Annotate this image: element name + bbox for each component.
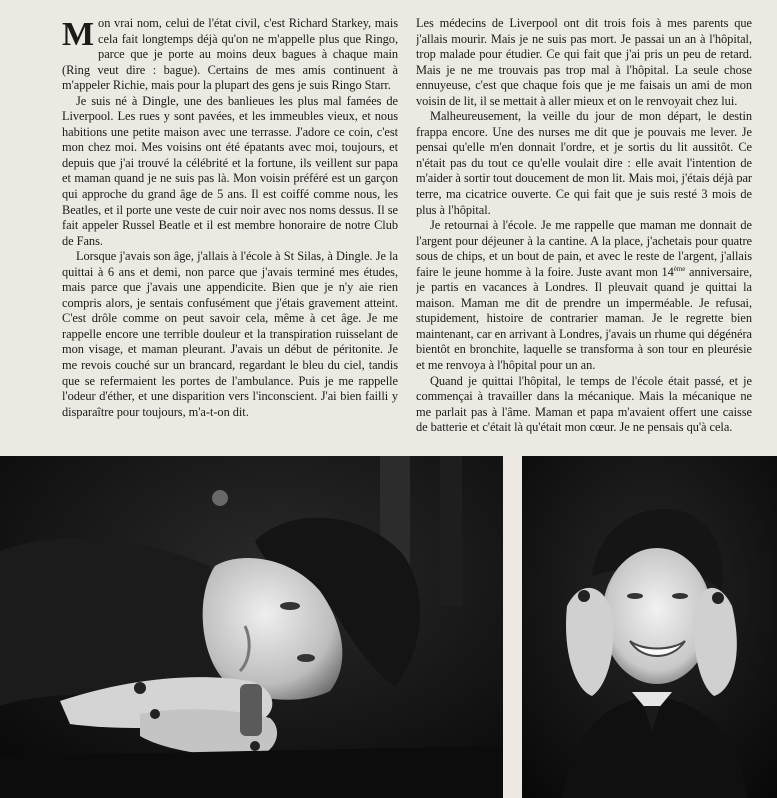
photo-gutter (503, 456, 522, 798)
paragraph: Lorsque j'avais son âge, j'allais à l'école à St Silas, à Dingle. Je la quittai à 6 ans et demi, non parce que j'avais terminé mes études, mais parce que j'avais une appendicite. Bien que je n'y aie rien compris alors, je sentais confusément que j'étais gravement atteint. C'est drôle comme on peut savoir cela, même à cet âge. Je me rappelle encore une terrible douleur et la transpiration ruisselant de mon visage, et maman pleurant. J'avais un début de péritonite. Je me revois couché sur un brancard, regardant le bleu du ciel, tandis que se refermaient les portes de l'ambulance. Puis je me rappelle l'odeur d'éther, et une disparition vers l'inconscient. J'ai bien failli y disparaître pour toujours, m'a-t-on dit. (62, 249, 398, 419)
paragraph: Quand je quittai l'hôpital, le temps de l'école était passé, et je commençai à travailler dans la mécanique. Mais la mécanique ne me parlait pas à l'âme. Maman et papa m'avaient offert une caisse de batterie et c'était là qu'était mon cœur. Je ne pensais qu'à cela. (416, 373, 752, 435)
photo-ringo-lying (0, 456, 503, 798)
paragraph: Je retournai à l'école. Je me rappelle que maman me donnait de l'argent pour déjeuner à la cantine. A la place, j'achetais pour quatre sous de chips, et un bout de pain, et avec le reste de l'argent, j'allais faire le jeune homme à la foire. Juste avant mon 14ème anniversaire, je partis en vacances à Londres. Il pleuvait quand je quittai la maison. Maman me dit de prendre un imperméable. Je refusai, stupidement, histoire de contrarier maman. Je le regrette bien maintenant, car en arrivant à Londres, j'avais un rhume qui dégénéra bientôt en bronchite, laquelle se transforma à son tour en pleurésie et me renvoya à l'hôpital pour un an. (416, 218, 752, 373)
paragraph: Malheureusement, la veille du jour de mon départ, le destin frappa encore. Une des nurses me dit que je pouvais me lever. Je pensai qu'elle m'en donnait l'ordre, et je sortis du lit aussitôt. Ce n'était pas du tout ce qu'elle voulait dire : elle avait l'intention de m'aider à sortir tout doucement de mon lit. Mais moi, j'étais déjà par terre, ma cicatrice ouverte. Ce qui fait que je suis resté 3 mois de plus à l'hôpital. (416, 109, 752, 217)
text-column-left (62, 16, 398, 452)
article-body (62, 16, 752, 452)
paragraph: Je suis né à Dingle, une des banlieues les plus mal famées de Liverpool. Les rues y sont pavées, et les immeubles vieux, et nous habitions une petite maison avec une terrasse. J'adore ce coin, c'est mon chez moi. Mes voisins ont été épatants avec moi, toujours, et depuis que j'ai trouvé la célébrité et la fortune, ils veillent sur papa et maman quand je ne suis pas là. Mon voisin préféré est un garçon qui approche du grand âge de 5 ans. Il est coiffé comme nous, les Beatles, et il porte une veste de cuir noir avec nos noms dessus. Il se fait appeler Russel Beatle et il est membre honoraire de notre Club de Fans. (62, 93, 398, 248)
paragraph: Mon vrai nom, celui de l'état civil, c'est Richard Starkey, mais cela fait longtemps déjà qu'on ne m'appelle plus que Ringo, parce que je porte au moins deux bagues à chaque main (Ring veut dire : bague). Certains de mes amis continuent à m'appeler Richie, mais pour la plupart des gens je suis Ringo Starr. (62, 16, 398, 93)
text-column-right (416, 16, 752, 452)
drop-cap: M (62, 16, 95, 53)
ordinal-superscript: ème (673, 264, 686, 273)
photo-ringo-smiling (522, 456, 777, 798)
paragraph: Les médecins de Liverpool ont dit trois fois à mes parents que j'allais mourir. Mais je ne suis pas mort. Je passai un an à l'hôpital, trop malade pour étudier. Ce qui fait que j'ai pris un peu de retard. Mais je ne me trouvais pas trop mal à l'hôpital. La seule chose ennuyeuse, c'est que chaque fois que je me faisais un ami de mon voisin de lit, il se mettait à aller mieux et on le renvoyait chez lui. (416, 16, 752, 108)
